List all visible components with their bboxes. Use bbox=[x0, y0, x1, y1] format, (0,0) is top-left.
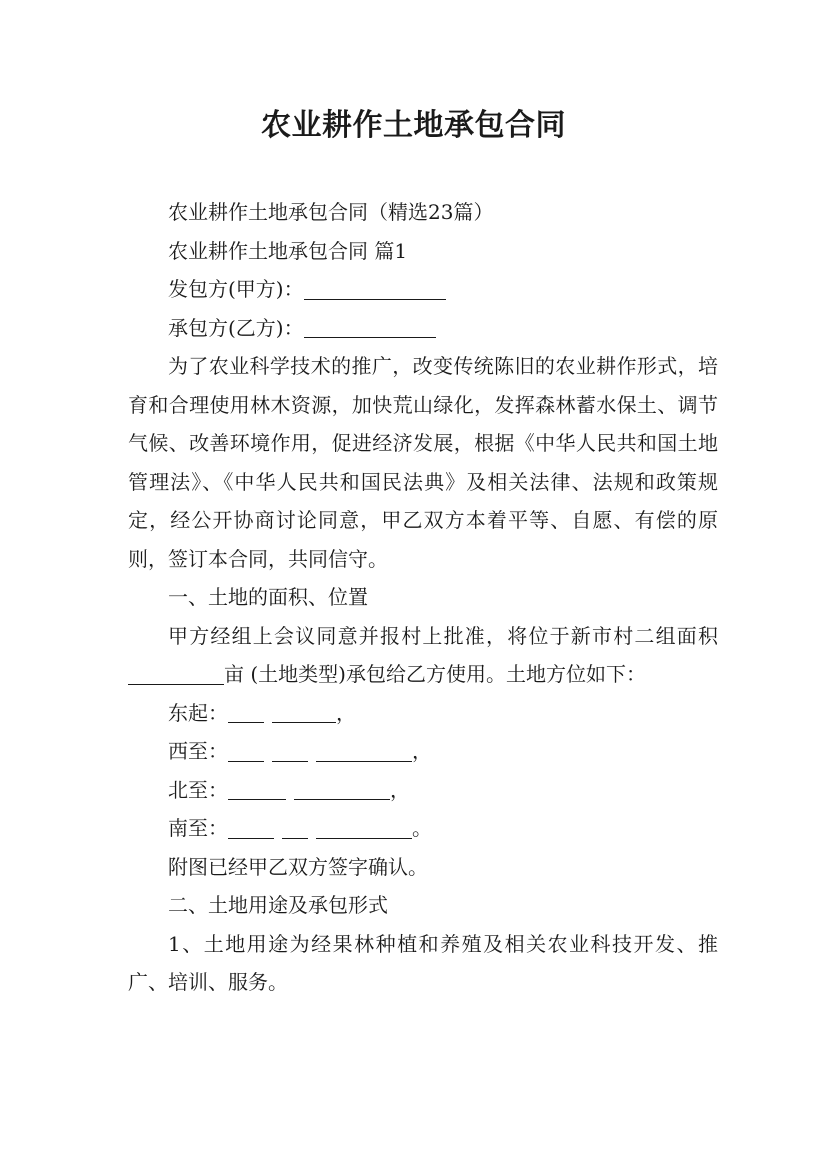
party-a-blank bbox=[304, 278, 446, 300]
party-b-line bbox=[128, 309, 718, 348]
document-body bbox=[128, 193, 718, 1002]
south-blank-2 bbox=[282, 817, 308, 839]
west-boundary bbox=[128, 732, 718, 771]
west-blank-3 bbox=[316, 740, 412, 762]
clause1-paragraph bbox=[128, 617, 718, 694]
west-blank-2 bbox=[272, 740, 308, 762]
intro-paragraph: 为了农业科学技术的推广，改变传统陈旧的农业耕作形式，培育和合理使用林木资源，加快荒山绿化，发挥森林蓄水保土、调节气候、改善环境作用，促进经济发展，根据《中华人民共和国土地管理法》、《中华人民共和国民法典》及相关法律、法规和政策规定，经公开协商讨论同意，甲乙双方本着平等、自愿、有偿的原则，签订本合同，共同信守。 bbox=[128, 354, 718, 571]
party-b-blank bbox=[304, 316, 436, 338]
west-label: 西至： bbox=[168, 739, 228, 763]
north-label: 北至： bbox=[168, 777, 228, 802]
clause1-heading: 一、土地的面积、位置 bbox=[168, 585, 368, 609]
party-a-line bbox=[128, 270, 718, 309]
section-heading: 农业耕作土地承包合同 篇1 bbox=[168, 238, 408, 263]
north-blank-1 bbox=[228, 778, 286, 800]
north-end: ， bbox=[390, 777, 410, 802]
clause1-text-a: 甲方经组上会议同意并报村上批准，将位于新市村二组面积 bbox=[168, 623, 718, 648]
party-a-label: 发包方(甲方)： bbox=[168, 277, 304, 301]
subtitle: 农业耕作土地承包合同（精选23篇） bbox=[168, 200, 494, 224]
east-end: ， bbox=[336, 700, 356, 725]
north-boundary bbox=[128, 771, 718, 810]
east-boundary bbox=[128, 694, 718, 733]
east-blank-1 bbox=[228, 701, 264, 723]
clause2-item-1: 1、土地用途为经果林种植和养殖及相关农业科技开发、推广、培训、服务。 bbox=[128, 931, 718, 994]
south-label: 南至： bbox=[168, 816, 228, 840]
east-label: 东起： bbox=[168, 700, 228, 725]
south-blank-3 bbox=[316, 817, 412, 839]
south-blank-1 bbox=[228, 817, 274, 839]
east-blank-2 bbox=[272, 701, 336, 723]
south-boundary bbox=[128, 809, 718, 848]
west-blank-1 bbox=[228, 740, 264, 762]
document-title: 农业耕作土地承包合同 bbox=[261, 108, 566, 143]
clause1-text-b: 亩 (土地类型)承包给乙方使用。土地方位如下： bbox=[224, 662, 646, 686]
south-end: 。 bbox=[412, 816, 432, 840]
party-b-label: 承包方(乙方)： bbox=[168, 315, 304, 340]
area-blank bbox=[128, 663, 224, 685]
attachment-note: 附图已经甲乙双方签字确认。 bbox=[168, 854, 428, 879]
clause2-heading: 二、土地用途及承包形式 bbox=[168, 893, 388, 917]
west-end: ， bbox=[412, 739, 432, 763]
north-blank-2 bbox=[294, 778, 390, 800]
